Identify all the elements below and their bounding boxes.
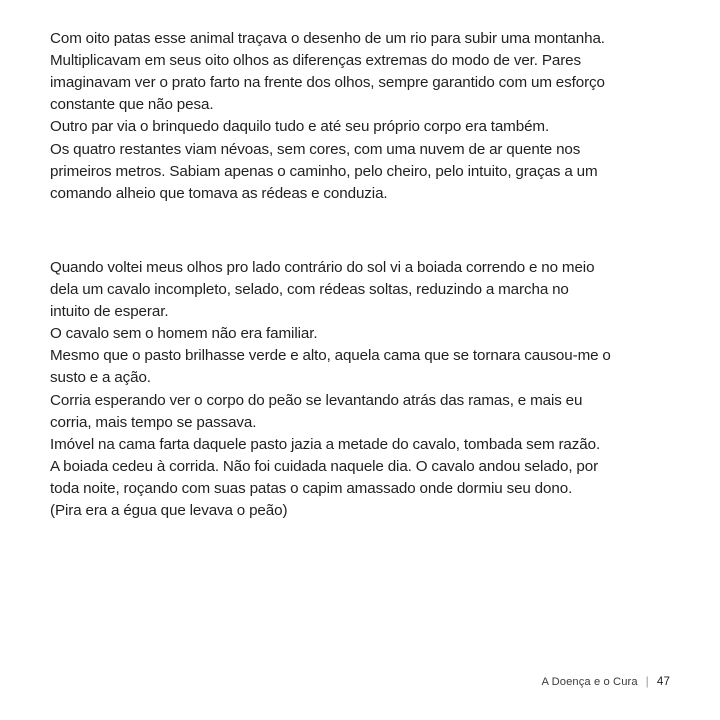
section-break <box>50 205 612 257</box>
paragraph-3: Outro par via o brinquedo daquilo tudo e até seu próprio corpo era também. <box>50 118 550 136</box>
paragraph-10: (Pira era a égua que levava o peão) <box>50 502 288 520</box>
paragraph-6: O cavalo sem o homem não era familiar. <box>50 325 318 343</box>
paragraph-5: Quando voltei meus olhos pro lado contrário do sol vi a boiada correndo e no meio dela um cavalo incompleto, selado, com rédeas soltas, reduzindo a marcha no intuito de esperar. <box>50 258 595 321</box>
paragraph-8: Corria esperando ver o corpo do peão se levantando atrás das ramas, e mais eu corria, mais tempo se passava. <box>50 391 583 431</box>
footer-separator: | <box>645 674 649 688</box>
paragraph-7: Mesmo que o pasto brilhasse verde e alto, aquela cama que se tornara causou-me o susto e a ação. <box>50 347 611 387</box>
text-column <box>50 28 612 522</box>
page-footer <box>541 675 670 688</box>
footer-book-title: A Doença e o Cura <box>541 675 638 688</box>
paragraph-9: Imóvel na cama farta daquele pasto jazia a metade do cavalo, tombada sem razão. A boiada cedeu à corrida. Não foi cuidada naquele dia. O cavalo andou selado, por toda noite, roçando com suas patas o capim amassado onde dormiu seu dono. <box>50 435 601 497</box>
paragraph-2: Multiplicavam em seus oito olhos as diferenças extremas do modo de ver. Pares imaginavam ver o prato farto na frente dos olhos, sempre garantido com um esforço constante que não pesa. <box>50 52 605 114</box>
footer-page-number: 47 <box>656 675 670 688</box>
paragraph-4: Os quatro restantes viam névoas, sem cores, com uma nuvem de ar quente nos primeiros metros. Sabiam apenas o caminho, pelo cheiro, pelo intuito, graças a um comando alheio que tomava as rédeas e conduzia. <box>50 140 598 202</box>
paragraph-1: Com oito patas esse animal traçava o desenho de um rio para subir uma montanha. <box>50 30 605 47</box>
